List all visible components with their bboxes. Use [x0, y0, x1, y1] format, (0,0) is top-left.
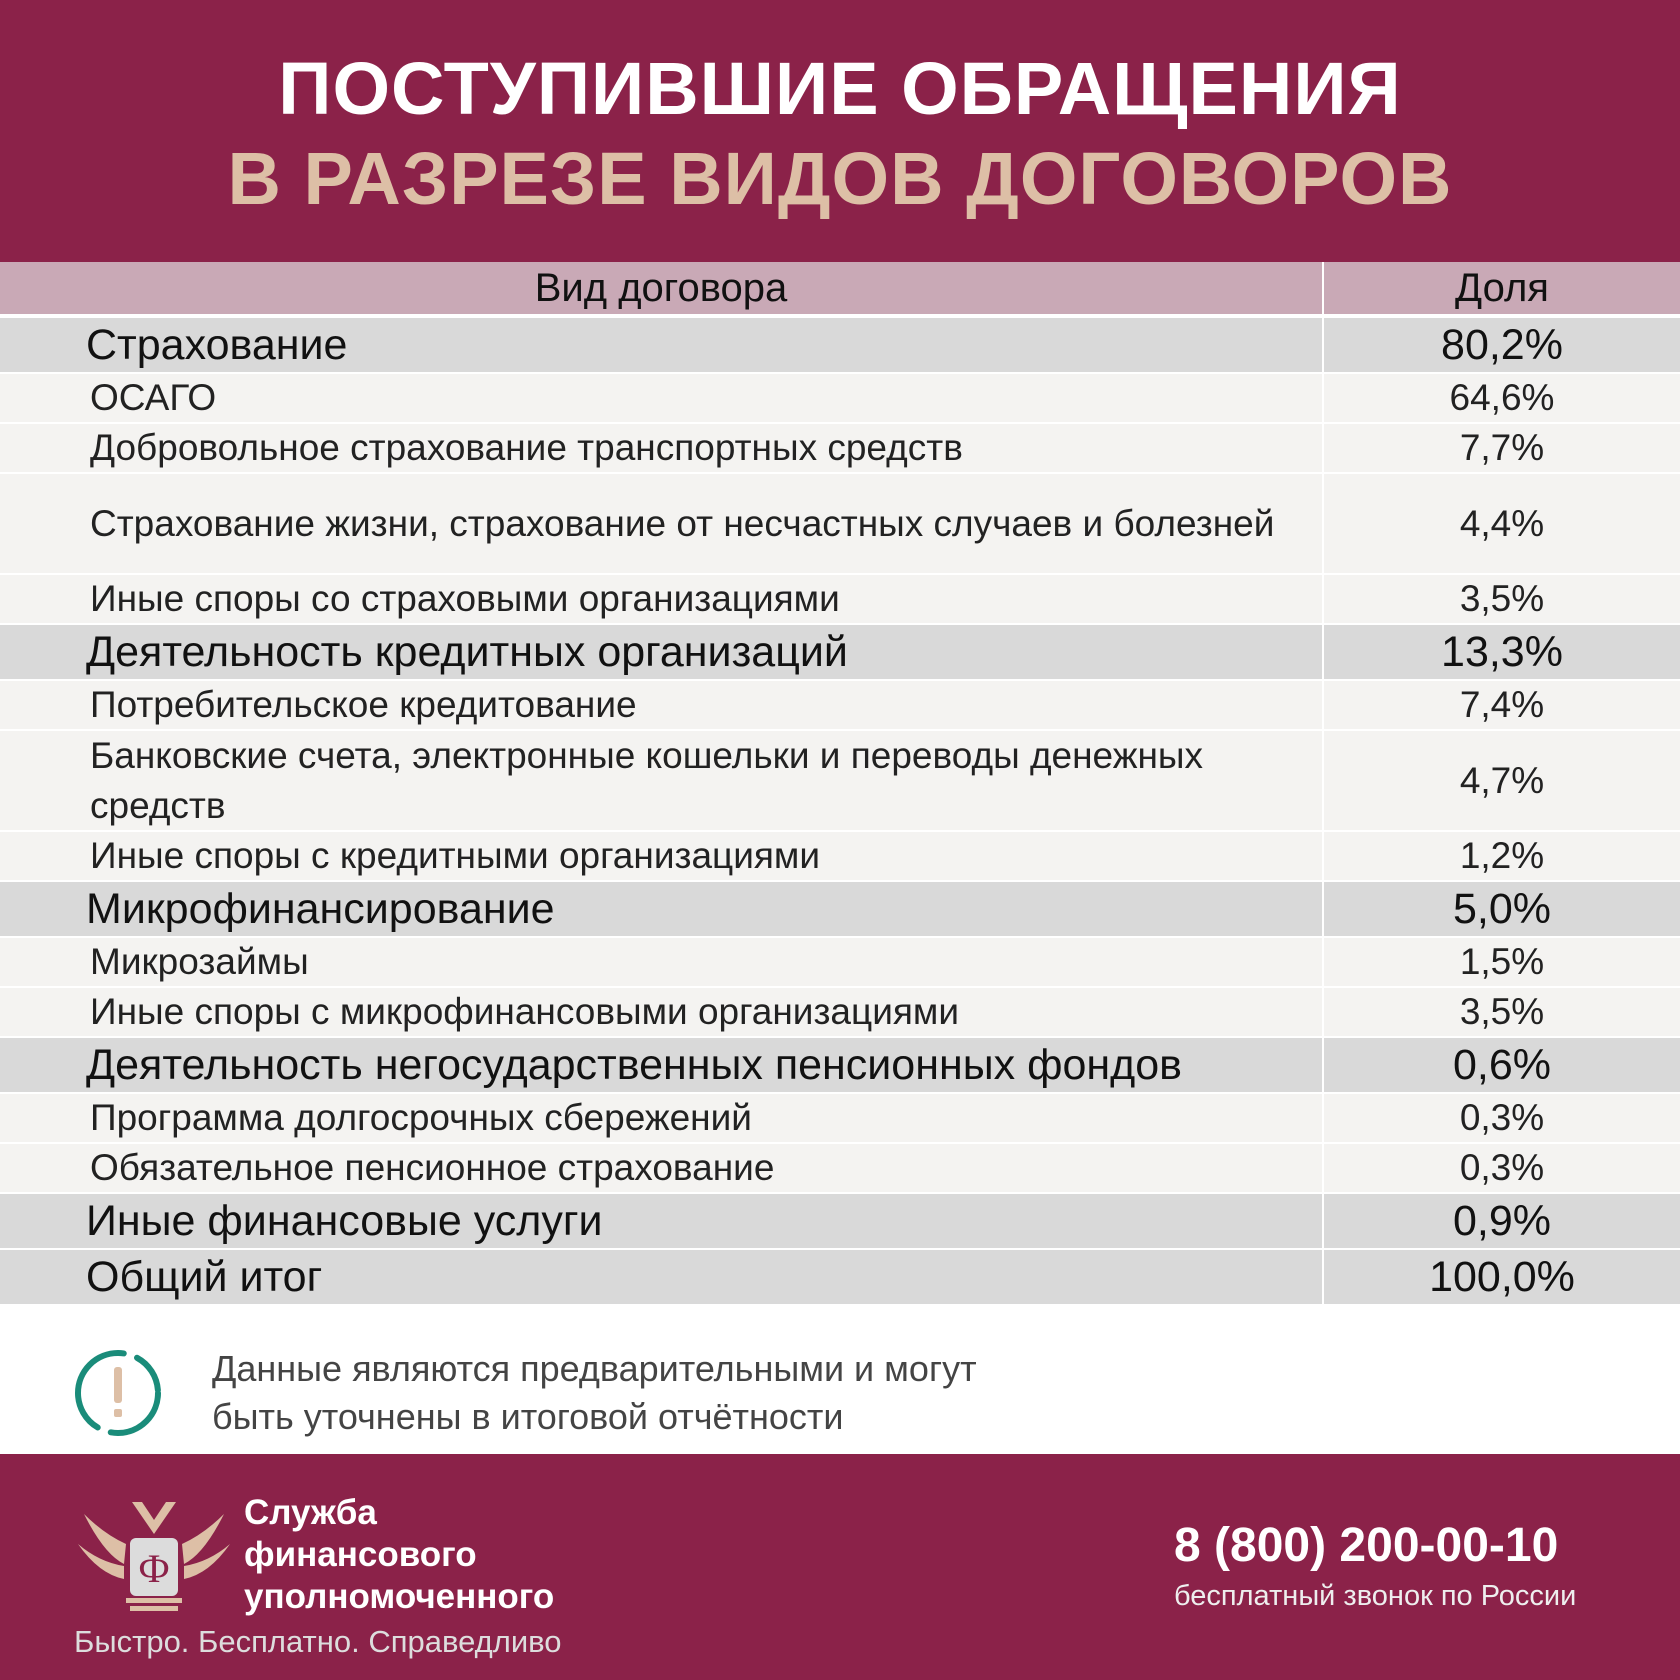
table-group-row: [0, 1038, 1680, 1094]
row-label: Программа долгосрочных сбережений: [0, 1094, 1324, 1142]
row-share: 0,3%: [1459, 1147, 1545, 1188]
row-share: 4,7%: [1459, 759, 1545, 801]
row-label: Обязательное пенсионное страхование: [0, 1144, 1324, 1192]
row-share: 5,0%: [1452, 884, 1551, 933]
table-row: [0, 1144, 1680, 1194]
row-label: Иные споры со страховыми организациями: [0, 575, 1324, 623]
table-group-row: [0, 882, 1680, 938]
org-line-1: Служба: [244, 1493, 377, 1532]
row-label: Банковские счета, электронные кошельки и переводы денежных средств: [0, 731, 1324, 830]
table-row: [0, 731, 1680, 832]
table-row: [0, 424, 1680, 474]
row-label: Микрофинансирование: [0, 882, 1324, 936]
table-group-row: [0, 318, 1680, 374]
table-row: [0, 474, 1680, 575]
org-line-2: финансового: [244, 1535, 477, 1574]
row-label: Иные финансовые услуги: [0, 1194, 1324, 1248]
row-share: 100,0%: [1429, 1252, 1575, 1301]
title-line-2: В РАЗРЕЗЕ ВИДОВ ДОГОВОРОВ: [227, 137, 1453, 220]
title-line-1: ПОСТУПИВШИЕ ОБРАЩЕНИЯ: [278, 47, 1402, 130]
exclamation-circle-icon: [72, 1347, 164, 1439]
svg-text:Ф: Ф: [138, 1546, 170, 1591]
row-label: Микрозаймы: [0, 938, 1324, 986]
note-line-2: быть уточнены в итоговой отчётности: [212, 1396, 844, 1437]
row-share: 64,6%: [1449, 377, 1555, 418]
organization-name: [244, 1492, 554, 1618]
row-label: Деятельность негосударственных пенсионных фондов: [0, 1038, 1324, 1092]
table-group-row: [0, 625, 1680, 681]
row-label: Иные споры с микрофинансовыми организациями: [0, 988, 1324, 1036]
table-header: [0, 262, 1680, 318]
title-banner: [0, 0, 1680, 262]
row-share: 80,2%: [1441, 320, 1563, 369]
eagle-emblem-logo: [74, 1494, 234, 1614]
row-share: 7,7%: [1459, 427, 1545, 468]
footer: [0, 1454, 1680, 1680]
row-share: 3,5%: [1459, 578, 1545, 619]
row-share: 7,4%: [1459, 684, 1545, 725]
hotline-phone[interactable]: 8 (800) 200-00-10: [1174, 1519, 1559, 1572]
row-share: 0,6%: [1452, 1040, 1551, 1089]
row-share: 1,5%: [1459, 941, 1545, 982]
row-label: Добровольное страхование транспортных средств: [0, 424, 1324, 472]
row-label: Страхование жизни, страхование от несчастных случаев и болезней: [0, 474, 1324, 573]
hotline-note: бесплатный звонок по России: [1174, 1580, 1577, 1612]
table-row: [0, 374, 1680, 424]
table-row: [0, 1094, 1680, 1144]
row-label: Иные споры с кредитными организациями: [0, 832, 1324, 880]
row-label: Страхование: [0, 318, 1324, 372]
row-share: 0,3%: [1459, 1097, 1545, 1138]
row-label: ОСАГО: [0, 374, 1324, 422]
table-row: [0, 938, 1680, 988]
row-label: Деятельность кредитных организаций: [0, 625, 1324, 679]
row-share: 0,9%: [1452, 1196, 1551, 1245]
row-share: 1,2%: [1459, 835, 1545, 876]
table-group-row: [0, 1250, 1680, 1306]
note-line-1: Данные являются предварительными и могут: [212, 1348, 977, 1389]
contract-types-table: [0, 262, 1680, 1332]
table-row: [0, 988, 1680, 1038]
table-row: [0, 681, 1680, 731]
row-label: Потребительское кредитование: [0, 681, 1324, 729]
table-row: [0, 832, 1680, 882]
disclaimer-note: [0, 1332, 1680, 1454]
row-share: 4,4%: [1459, 502, 1545, 544]
slogan: Быстро. Бесплатно. Справедливо: [74, 1624, 562, 1659]
column-header-share: Доля: [1455, 265, 1549, 310]
row-label: Общий итог: [0, 1250, 1324, 1304]
column-header-type: Вид договора: [0, 262, 1324, 314]
row-share: 3,5%: [1459, 991, 1545, 1032]
table-group-row: [0, 1194, 1680, 1250]
org-line-3: уполномоченного: [244, 1577, 555, 1616]
row-share: 13,3%: [1441, 627, 1563, 676]
table-row: [0, 575, 1680, 625]
